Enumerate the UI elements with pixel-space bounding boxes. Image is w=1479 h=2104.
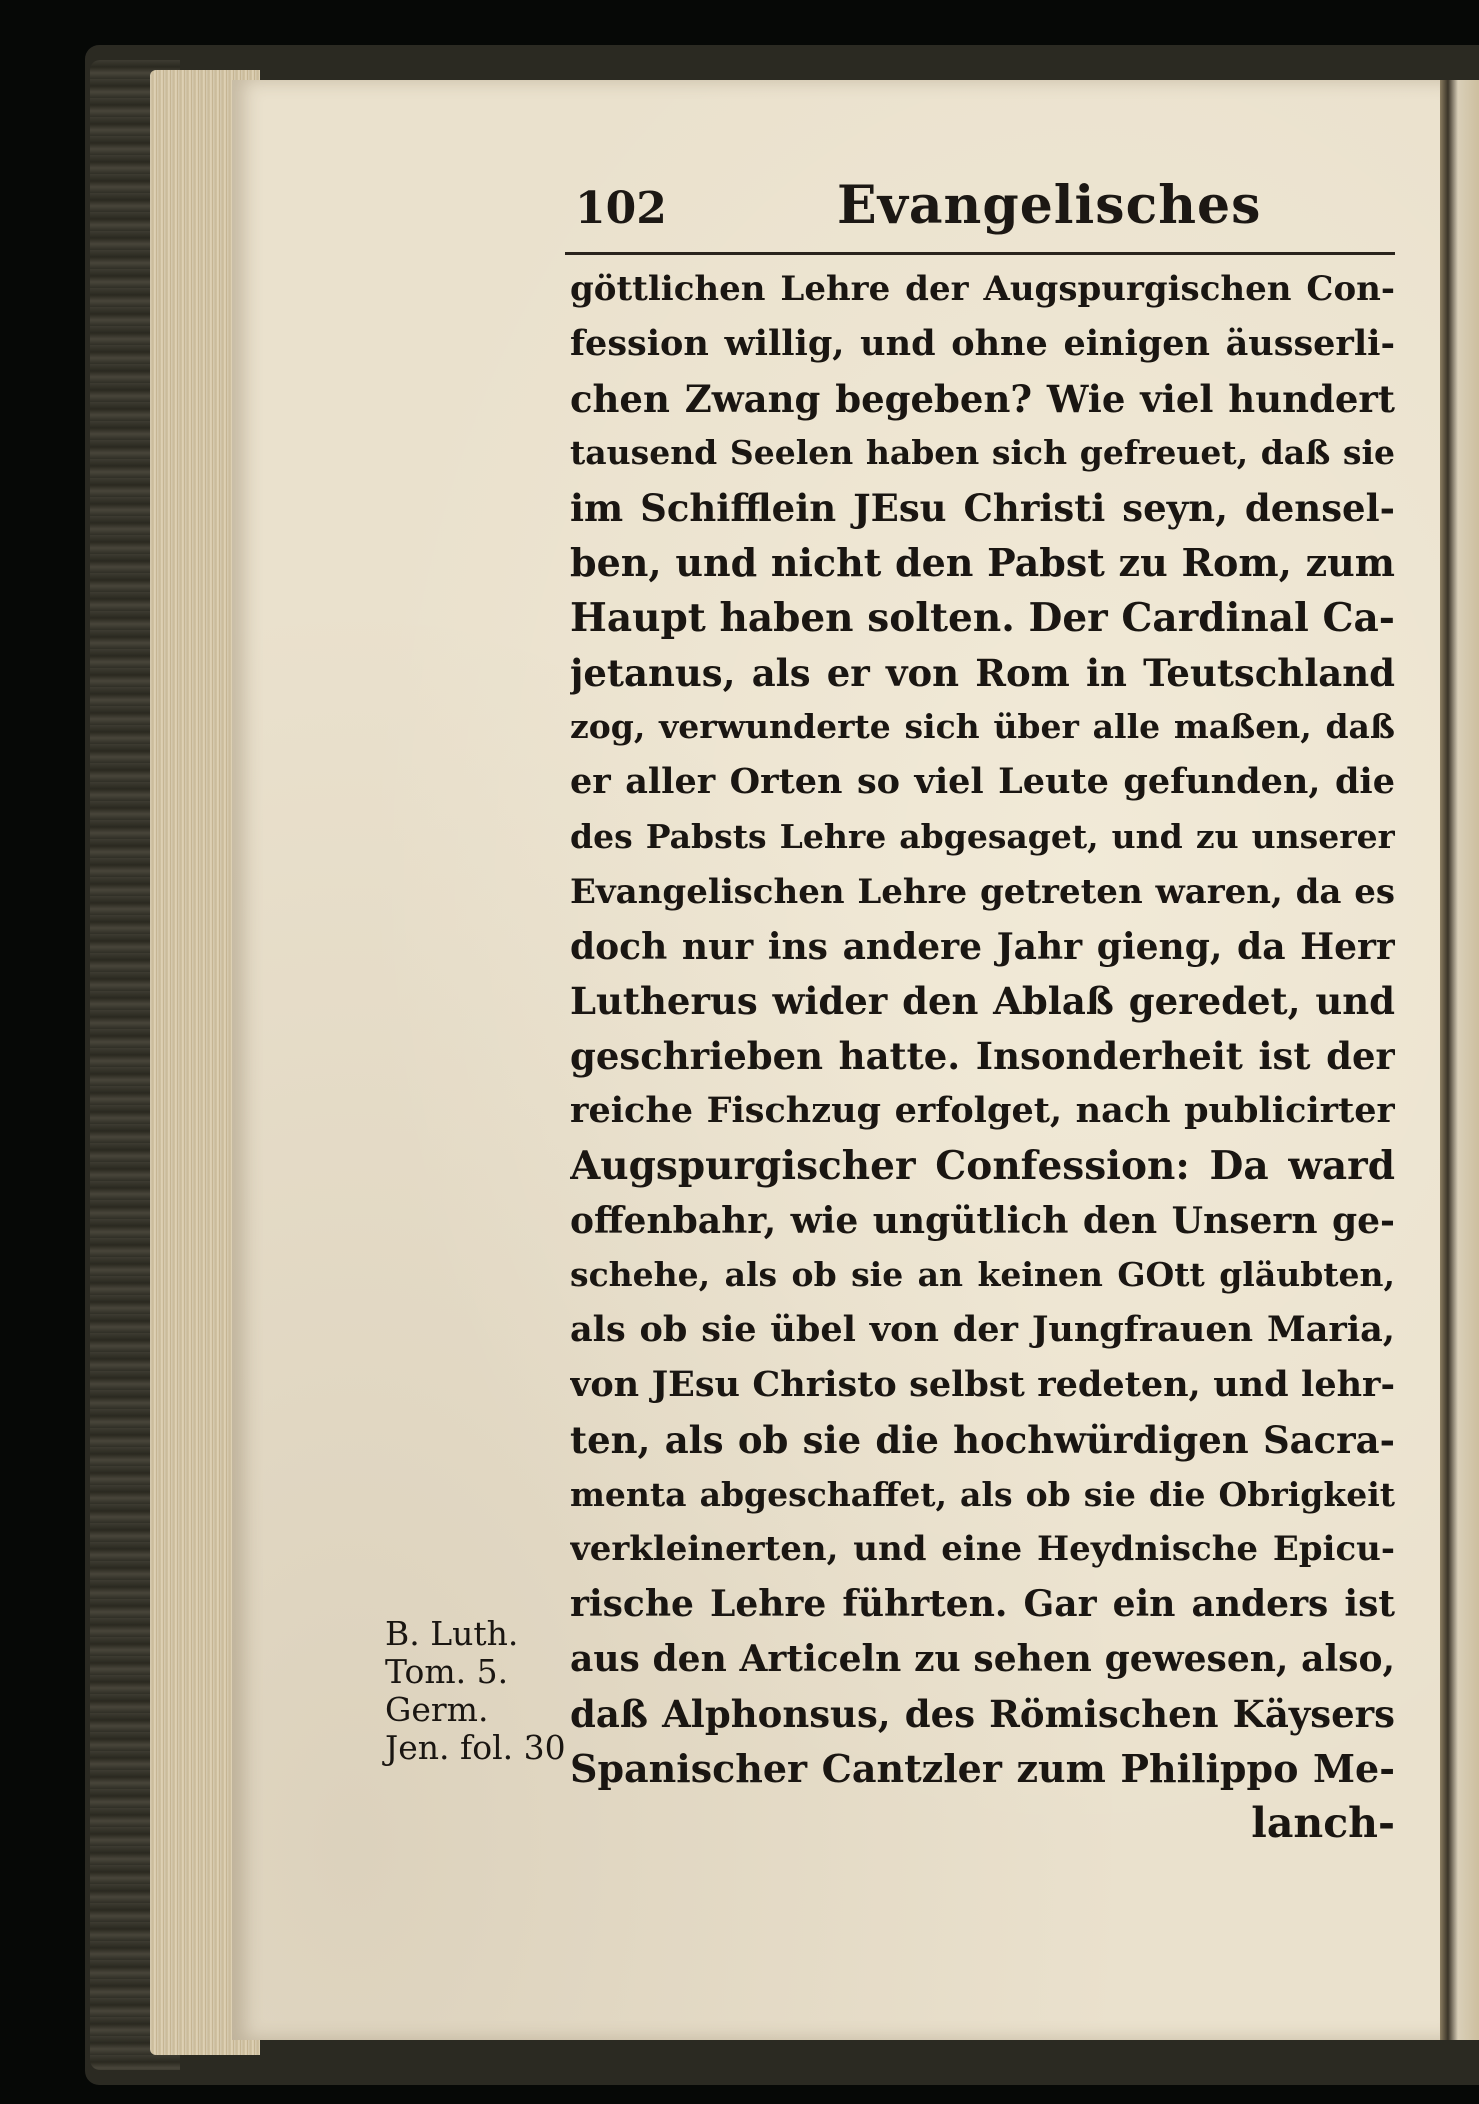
text-line: von JEsu Christo selbst redeten, und lehr- <box>570 1363 1395 1405</box>
text-line: verkleinerten, und eine Heydnische Epicu- <box>570 1529 1395 1570</box>
text-line: Augspurgischer Confession: Da ward <box>570 1142 1395 1189</box>
text-line: fession willig, und ohne einigen äusserli- <box>570 322 1395 364</box>
text-line: chen Zwang begeben? Wie viel hundert <box>570 376 1395 421</box>
marginal-note-line: B. Luth. <box>385 1614 519 1653</box>
running-head: Evangelisches <box>837 175 1262 236</box>
marginal-note-line: Germ. <box>385 1690 489 1729</box>
text-line: ben, und nicht den Pabst zu Rom, zum <box>570 539 1395 585</box>
text-line: ten, als ob sie die hochwürdigen Sacra- <box>570 1417 1395 1462</box>
marginal-note-line: Tom. 5. <box>385 1652 509 1691</box>
text-line: des Pabsts Lehre abgesaget, und zu unserer <box>570 816 1395 856</box>
text-line: menta abgeschaffet, als ob sie die Obrigkeit <box>570 1474 1395 1514</box>
marginal-note <box>385 1615 575 1767</box>
text-line: geschrieben hatte. Insonderheit ist der <box>570 1034 1395 1079</box>
text-line: zog, verwunderte sich über alle maßen, daß <box>570 707 1395 747</box>
text-line: Haupt haben solten. Der Cardinal Ca- <box>570 594 1395 641</box>
text-line: im Schifflein JEsu Christi seyn, densel- <box>570 486 1395 531</box>
text-line: Spanischer Cantzler zum Philippo Me- <box>570 1745 1395 1791</box>
page-number: 102 <box>575 183 667 234</box>
text-line: Lutherus wider den Ablaß geredet, und <box>570 979 1395 1024</box>
text-line: offenbahr, wie ungütlich den Unsern ge- <box>570 1199 1395 1242</box>
text-line: Evangelischen Lehre getreten waren, da es <box>570 871 1395 912</box>
text-line: daß Alphonsus, des Römischen Käysers <box>570 1691 1395 1736</box>
text-line: doch nur ins andere Jahr gieng, da Herr <box>570 925 1395 968</box>
text-line: als ob sie übel von der Jungfrauen Maria, <box>570 1309 1395 1351</box>
catchword: lanch- <box>1251 1799 1395 1848</box>
text-line: rische Lehre führten. Gar ein anders ist <box>570 1583 1395 1626</box>
text-line: tausend Seelen haben sich gefreuet, daß sie <box>570 433 1395 473</box>
text-line: reiche Fischzug erfolget, nach publicirter <box>570 1089 1395 1131</box>
text-line: aus den Articeln zu sehen gewesen, also, <box>570 1637 1395 1680</box>
text-line: er aller Orten so viel Leute gefunden, die <box>570 761 1395 803</box>
page-gutter <box>1440 80 1479 2040</box>
page-header <box>575 175 1395 255</box>
text-line: schehe, als ob sie an keinen GOtt gläubten, <box>570 1255 1395 1295</box>
text-line: göttlichen Lehre der Augspurgischen Con- <box>570 269 1395 309</box>
text-line: jetanus, als er von Rom in Teutschland <box>570 650 1395 695</box>
header-rule <box>565 252 1395 255</box>
body-text <box>570 262 1395 1851</box>
marginal-note-line: Jen. fol. 30 <box>385 1728 566 1767</box>
